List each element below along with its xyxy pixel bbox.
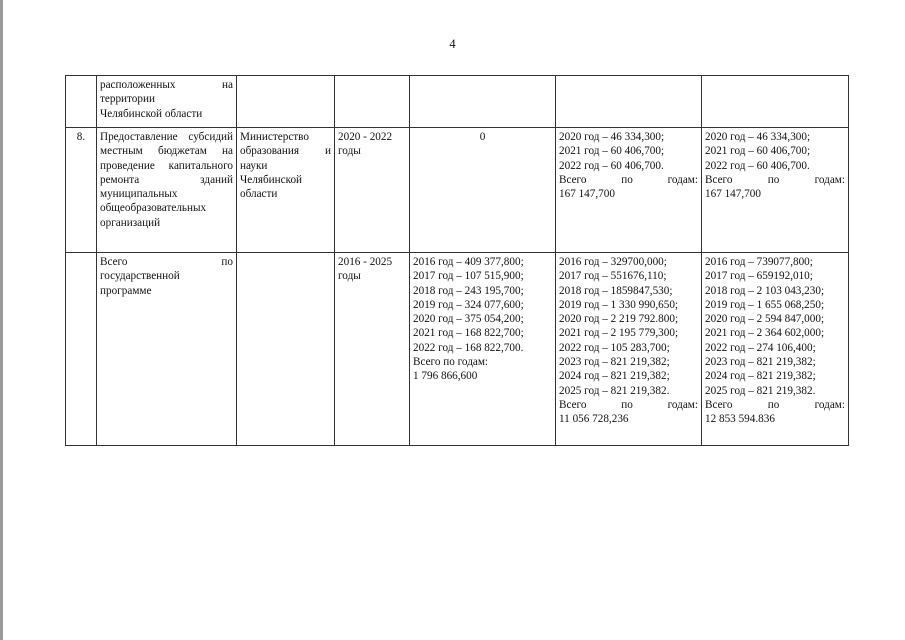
year-amount: 2022 год – 60 406,700. <box>559 159 664 172</box>
year-amount: 2020 год – 375 054,200; <box>413 313 524 326</box>
period-cell: 2020 - 2022 годы <box>335 128 410 253</box>
year-amount: 2020 год – 46 334,300; <box>559 131 665 143</box>
year-amount: 2023 год – 821 219,382; <box>705 356 816 369</box>
word: по <box>767 398 780 411</box>
word: Всего <box>559 398 587 411</box>
year-amount: 2018 год – 1859847,530; <box>559 284 673 297</box>
word: Всего <box>559 173 587 186</box>
word: Всего <box>705 173 733 186</box>
scan-left-edge <box>0 0 3 640</box>
row-number-cell <box>66 253 97 446</box>
funding-cell-1 <box>410 253 556 446</box>
executor-cell <box>237 253 335 446</box>
word: годам: <box>667 173 698 186</box>
funding-cell-1 <box>410 76 556 128</box>
year-amount: 2021 год – 60 406,700; <box>705 145 811 158</box>
word: по <box>221 256 233 268</box>
word: на <box>222 79 233 91</box>
table-row <box>66 253 849 446</box>
word: Всего <box>705 398 733 411</box>
executor-cell: Министерство образования и науки Челябинской области <box>237 128 335 253</box>
word: годам: <box>814 173 845 186</box>
funding-cell-3 <box>702 253 849 446</box>
table-row <box>66 76 849 128</box>
year-amount: 2017 год – 659192,010; <box>705 270 813 283</box>
year-amount: 2019 год – 1 655 068,250; <box>705 298 825 311</box>
measure-name-cell <box>97 253 237 446</box>
total-label <box>559 398 698 412</box>
year-amount: 2016 год – 409 377,800; <box>413 256 524 268</box>
page-number: 4 <box>449 37 456 51</box>
measure-name-rest: территории Челябинской области <box>100 93 203 120</box>
year-amount: 2020 год – 2 594 847,000; <box>705 313 825 326</box>
year-amount: 2021 год – 168 822,700; <box>413 327 524 340</box>
word: по <box>621 398 633 411</box>
year-amount: 2017 год – 107 515,900; <box>413 270 524 283</box>
total-amount: 1 796 866,600 <box>413 370 478 383</box>
total-amount: 11 056 728,236 <box>559 413 629 426</box>
word: расположенных <box>100 79 176 91</box>
year-amount: 2018 год – 243 195,700; <box>413 284 524 297</box>
funding-cell-1: 0 <box>410 128 556 253</box>
funding-cell-2 <box>556 128 702 253</box>
year-amount: 2016 год – 739077,800; <box>705 256 813 268</box>
measure-name-rest: государственной программе <box>100 270 180 297</box>
funding-cell-2 <box>556 253 702 446</box>
year-amount: 2019 год – 324 077,600; <box>413 298 524 311</box>
year-amount: 2017 год – 551676,110; <box>559 270 667 283</box>
year-amount: 2022 год – 60 406,700. <box>705 159 810 172</box>
year-amount: 2019 год – 1 330 990,650; <box>559 298 679 311</box>
year-amount: 2018 год – 2 103 043,230; <box>705 284 825 297</box>
year-amount: 2021 год – 2 195 779,300; <box>559 327 679 340</box>
measure-name-cell: Предоставление субсидий местным бюджетам на проведение капитального ремонта зданий муниципальных общеобразовательных организаций <box>97 128 237 253</box>
period-cell <box>335 76 410 128</box>
funding-cell-3 <box>702 128 849 253</box>
word: Всего <box>100 256 128 268</box>
year-amount: 2020 год – 46 334,300; <box>705 131 811 143</box>
year-amount: 2022 год – 168 822,700. <box>413 341 524 354</box>
total-amount: 12 853 594.836 <box>705 413 775 426</box>
year-amount: 2020 год – 2 219 792.800; <box>559 313 679 326</box>
measure-name-first-line <box>100 255 233 269</box>
total-label <box>705 398 845 412</box>
measure-name-first-line <box>100 78 233 92</box>
year-amount: 2022 год – 105 283,700; <box>559 341 670 354</box>
row-number-cell: 8. <box>66 128 97 253</box>
year-amount: 2023 год – 821 219,382; <box>559 356 670 369</box>
total-label <box>559 173 698 187</box>
period-cell: 2016 - 2025 годы <box>335 253 410 446</box>
total-label: Всего по годам: <box>413 356 489 369</box>
year-amount: 2025 год – 821 219,382. <box>559 384 670 397</box>
word: годам: <box>667 398 698 411</box>
table-row <box>66 128 849 253</box>
funding-cell-2 <box>556 76 702 128</box>
total-amount: 167 147,700 <box>559 188 615 201</box>
year-amount: 2025 год – 821 219,382. <box>705 384 816 397</box>
year-amount: 2022 год – 274 106,400; <box>705 341 816 354</box>
word: годам: <box>814 398 845 411</box>
measure-name-cell <box>97 76 237 128</box>
program-table <box>65 75 849 446</box>
funding-cell-3 <box>702 76 849 128</box>
year-amount: 2021 год – 60 406,700; <box>559 145 665 158</box>
year-amount: 2021 год – 2 364 602,000; <box>705 327 825 340</box>
total-amount: 167 147,700 <box>705 188 761 201</box>
executor-cell <box>237 76 335 128</box>
year-amount: 2024 год – 821 219,382; <box>559 370 670 383</box>
total-label <box>705 173 845 187</box>
word: по <box>767 173 780 186</box>
year-amount: 2024 год – 821 219,382; <box>705 370 816 383</box>
year-amount: 2016 год – 329700,000; <box>559 256 667 268</box>
row-number-cell <box>66 76 97 128</box>
word: по <box>621 173 633 186</box>
